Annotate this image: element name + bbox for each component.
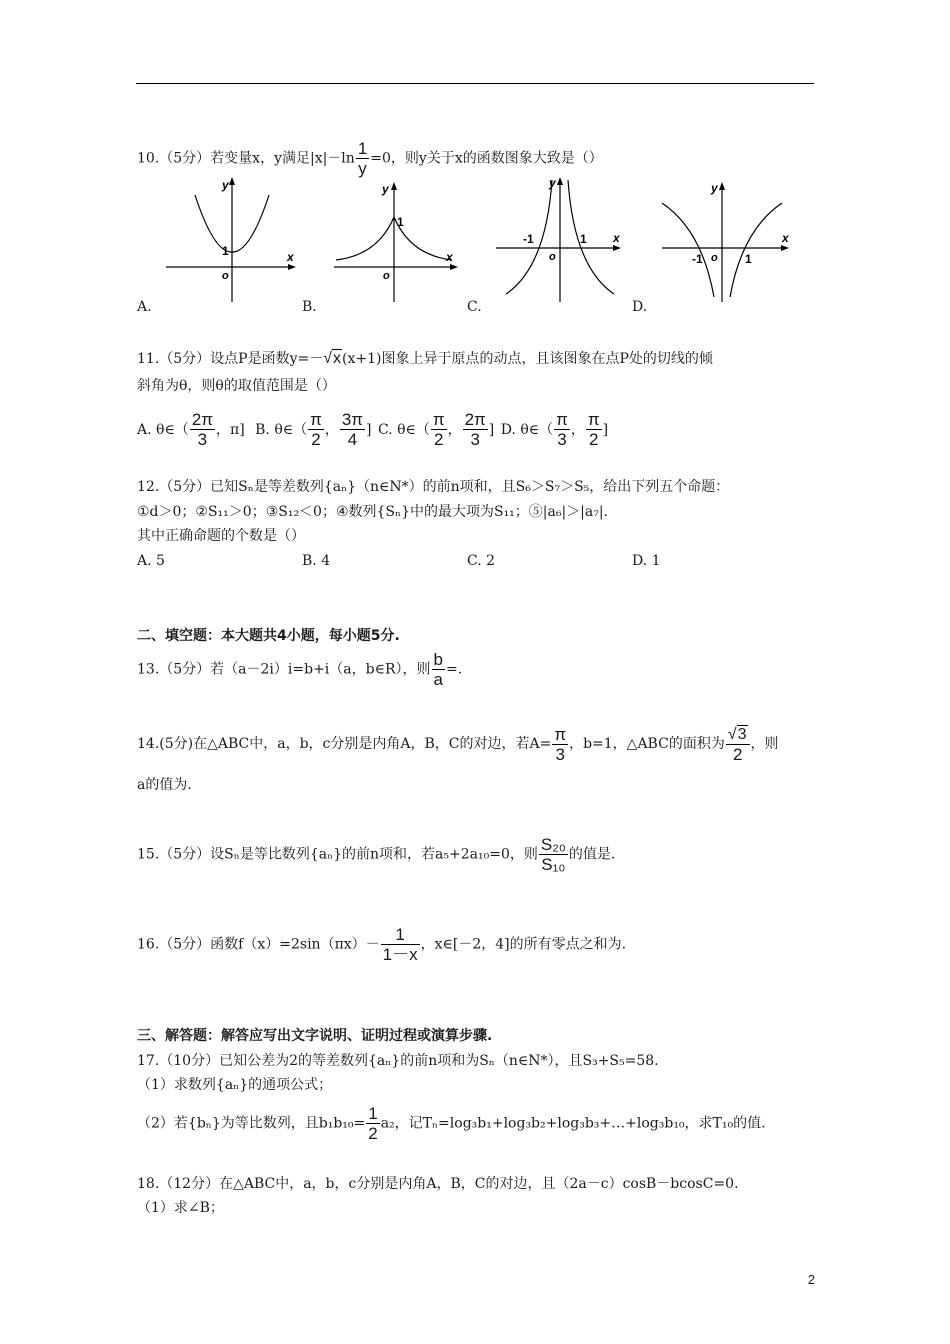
graph-d-x-label: x	[782, 231, 789, 245]
q11-stem-line2: 斜角为θ，则θ的取值范围是（）	[137, 378, 336, 394]
q18-part1: （1）求∠B；	[137, 1200, 224, 1216]
graph-a-y-label: y	[222, 178, 229, 192]
q15-stem: 15.（5分）设Sₙ是等比数列{aₙ}的前n项和，若a₅+2a₁₀=0，则 $\frac{\text{S₂₀}}{\text{S₁₀}}$ 的值是.	[137, 835, 616, 874]
q18-stem: 18.（12分）在△ABC中，a，b，c分别是内角A，B，C的对边，且（2a－c）cosB－bcosC=0.	[137, 1176, 739, 1192]
q11-option-c[interactable]: C. θ∈（ $\frac{\pi}{2}$ ， $\frac{2\pi}{3}$ ]	[377, 410, 495, 449]
q16-stem: 16.（5分）函数f（x）=2sin（πx）－ $\frac{1}{1-x}$ ，x∈[－2，4]的所有零点之和为.	[137, 925, 627, 964]
q10-option-c[interactable]: C.	[467, 299, 482, 315]
graph-a-x-label: x	[287, 250, 294, 264]
q12-stem-line1: 12.（5分）已知Sₙ是等差数列{aₙ}（n∈N*）的前n项和，且S₆＞S₇＞S₅，给出下列五个命题：	[137, 479, 730, 495]
q12-stem-line2: ①d＞0；②S₁₁＞0；③S₁₂＜0；④数列{Sₙ}中的最大项为S₁₁；⑤|a₆|＞|a₇|.	[137, 504, 609, 520]
graph-b-one: 1	[397, 215, 404, 229]
graph-c-one: 1	[580, 232, 587, 246]
sqrt-symbol: √x	[323, 350, 342, 367]
graph-d-origin: o	[711, 252, 718, 264]
q11-option-a[interactable]: A. θ∈（ $\frac{2\pi}{3}$ ，π]	[137, 410, 245, 449]
graph-a	[162, 175, 297, 303]
q12-stem-line3: 其中正确命题的个数是（）	[137, 528, 305, 544]
section-solution-title: 三、解答题：解答应写出文字说明、证明过程或演算步骤.	[137, 1028, 493, 1044]
graph-a-origin: o	[222, 270, 229, 282]
q12-option-a[interactable]: A. 5	[137, 553, 165, 569]
q10-option-b[interactable]: B.	[302, 299, 317, 315]
graph-d-neg-one: -1	[692, 252, 703, 266]
graph-d-one: 1	[745, 252, 752, 266]
graph-c-x-label: x	[613, 231, 620, 245]
q17-part2: （2）若{bₙ}为等比数列，且b₁b₁₀= $\frac{1}{2}$ a₂，记Tₙ=log₃b₁+log₃b₂+log₃b₃+…+log₃b₁₀，求T₁₀的值.	[137, 1104, 766, 1143]
q11-option-b[interactable]: B. θ∈（ $\frac{\pi}{2}$ ， $\frac{3\pi}{4}$ ]	[255, 410, 372, 449]
graph-c-y-label: y	[549, 176, 556, 190]
q12-option-b[interactable]: B. 4	[302, 553, 331, 569]
q17-stem: 17.（10分）已知公差为2的等差数列{aₙ}的前n项和为Sₙ（n∈N*），且S₃+S₅=58.	[137, 1053, 659, 1069]
header-rule	[136, 83, 814, 84]
q10-option-a[interactable]: A.	[137, 299, 152, 315]
page-number: 2	[807, 1272, 815, 1287]
q14-stem-line2: a的值为.	[137, 777, 192, 793]
graph-b-x-label: x	[446, 250, 453, 264]
q13-stem: 13.（5分）若（a－2i）i=b+i（a，b∈R），则 $\frac{b}{a}$ =.	[137, 650, 463, 689]
graph-d	[658, 175, 793, 303]
graph-d-y-label: y	[711, 181, 718, 195]
section-fill-in-title: 二、填空题：本大题共4小题，每小题5分.	[137, 628, 400, 644]
graph-b-y-label: y	[382, 182, 389, 196]
q17-part1: （1）求数列{aₙ}的通项公式；	[137, 1077, 333, 1093]
q14-stem-line1: 14.(5分)在△ABC中，a，b，c分别是内角A，B，C的对边，若A= $\frac{\pi}{3}$ ，b=1，△ABC的面积为 $\frac{√3}{2}$ ，则	[137, 724, 779, 764]
q10-stem: 10.（5分）若变量x，y满足|x|－ln $\frac{1}{y}$ =0，则y关于x的函数图象大致是（）	[137, 139, 603, 178]
q11-option-d[interactable]: D. θ∈（ $\frac{\pi}{3}$ ， $\frac{\pi}{2}$ ]	[500, 410, 609, 449]
graph-a-one: 1	[222, 244, 229, 258]
q11-stem-line1: 11.（5分）设点P是函数y=－√x(x+1)图象上异于原点的动点，且该图象在点P处的切线的倾	[137, 350, 713, 367]
q10-option-d[interactable]: D.	[632, 299, 648, 315]
graph-c-neg-one: -1	[523, 232, 534, 246]
graph-b	[330, 175, 465, 303]
graph-c	[494, 172, 624, 304]
q12-option-c[interactable]: C. 2	[467, 553, 496, 569]
graph-c-origin: o	[549, 251, 556, 263]
graph-b-origin: o	[383, 270, 390, 282]
q12-option-d[interactable]: D. 1	[632, 553, 661, 569]
q11-options	[137, 410, 608, 449]
q10-fraction: $\frac{1}{y}$	[357, 139, 368, 178]
